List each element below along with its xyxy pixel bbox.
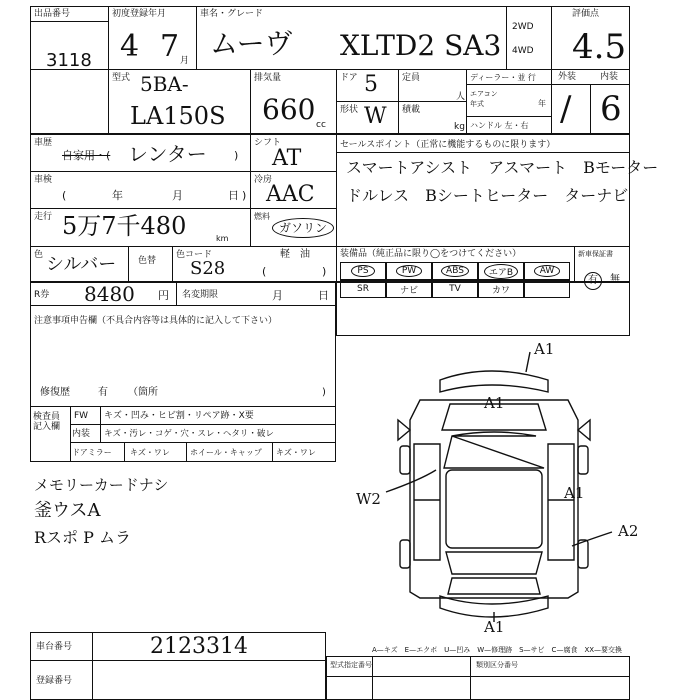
sales-points-label: セールスポイント（正常に機能するものに限ります） — [340, 140, 556, 150]
damage-a2-right: A2 — [618, 522, 639, 540]
plate-label: 登録番号 — [36, 676, 73, 686]
deadline-month-unit: 月 — [272, 289, 283, 302]
equip-airbag: エアB — [478, 262, 524, 280]
memo-line1: メモリーカードナシ — [34, 476, 169, 494]
usage-value-printed: 自家用・( — [62, 149, 111, 162]
registration-month-unit: 月 — [180, 56, 190, 66]
color-label: 色 — [34, 250, 44, 260]
chassis-label: 車台番号 — [36, 642, 73, 652]
color-change-label: 色替 — [138, 256, 157, 266]
score-value: 4.5 — [572, 27, 627, 67]
equip-tv: TV — [432, 280, 478, 298]
equip-aw: AW — [524, 262, 570, 280]
cooling-value: AAC — [266, 182, 315, 207]
model-designation-label: 型式指定番号 — [330, 661, 372, 669]
deadline-day-unit: 日 — [318, 289, 329, 302]
type-code-1: 5BA- — [140, 72, 189, 96]
damage-legend: A—キズ E—エクボ U—凹み W—修理跡 S—サビ C—腐食 XX—要交換 — [372, 646, 623, 654]
sales-points-line1: スマートアシスト アスマート Bモーター — [346, 158, 659, 177]
damage-a1-hood: A1 — [484, 394, 505, 412]
registration-label: 初度登録年月 — [112, 9, 167, 19]
mileage-value: 5万7千480 — [62, 212, 187, 240]
check-mirror-text: キズ・ワレ — [130, 448, 170, 457]
displacement-label: 排気量 — [254, 73, 282, 83]
damage-a1-bottom: A1 — [484, 618, 505, 636]
repair-value: 有 — [98, 387, 108, 398]
equip-navi: ナビ — [386, 280, 432, 298]
color-value: シルバー — [46, 254, 117, 275]
displacement-unit: cc — [316, 120, 326, 130]
displacement-value: 660 — [262, 93, 316, 126]
fuel-paren-close: ) — [322, 265, 327, 278]
check-interior-label: 内装 — [72, 429, 91, 439]
door-value: 5 — [364, 72, 378, 97]
equip-sr: SR — [340, 280, 386, 298]
capacity-label: 定員 — [402, 73, 421, 83]
mileage-label: 走行 — [34, 212, 53, 222]
shaken-month-unit: 月 — [172, 189, 183, 202]
recycle-unit: 円 — [158, 289, 169, 302]
dealer-label: ディーラー・並 行 — [470, 73, 536, 82]
repair-label: 修復歴 — [40, 387, 70, 398]
shaken-day-unit: 日 — [228, 189, 239, 202]
load-unit: kg — [454, 122, 465, 132]
door-label: ドア — [340, 73, 358, 83]
recycle-value: 8480 — [84, 282, 135, 306]
equip-leather: カワ — [478, 280, 524, 298]
check-fw-text: キズ・凹み・ヒビ割・リペア跡・X要 — [104, 411, 254, 421]
exterior-label: 外装 — [558, 72, 577, 82]
drive-4wd-label: 4WD — [512, 46, 534, 56]
class-number-label: 類別区分番号 — [476, 661, 518, 669]
equip-ps: PS — [340, 262, 386, 280]
check-interior-text: キズ・汚レ・コゲ・穴・スレ・ヘタリ・破レ — [104, 429, 274, 439]
check-mirror-label: ドアミラー — [72, 448, 112, 457]
exterior-score: / — [560, 89, 572, 129]
shaken-label: 車検 — [34, 175, 53, 185]
check-fw-label: FW — [74, 411, 89, 421]
repair-place: （箇所 — [128, 387, 158, 398]
interior-score: 6 — [600, 89, 622, 129]
usage-close: ) — [234, 149, 239, 162]
cooling-label: 冷房 — [254, 175, 273, 185]
new-car-warranty-label: 新車保証書 — [578, 250, 613, 258]
model-label: 車名・グレード — [200, 9, 264, 19]
ac-label: エアコン — [470, 90, 498, 98]
check-wheel-label: ホイール・キャップ — [190, 448, 262, 457]
usage-value-handwritten: レンター — [128, 142, 207, 166]
fuel-label: 燃料 — [254, 212, 270, 221]
repair-close: ) — [322, 387, 326, 398]
chassis-number: 2123314 — [150, 634, 248, 659]
damage-a1-front: A1 — [534, 340, 555, 358]
registration-month: 7 — [160, 29, 180, 64]
mileage-unit: km — [216, 234, 229, 243]
equipment-label: 装備品（純正品に限り◯をつけてください） — [340, 249, 522, 259]
equip-abs: ABS — [432, 262, 478, 280]
capacity-unit: 人 — [456, 92, 466, 102]
shape-label: 形状 — [340, 105, 359, 115]
drive-2wd-label: 2WD — [512, 22, 534, 32]
year-label: 年式 — [470, 100, 484, 108]
shaken-year-unit: 年 — [112, 189, 123, 202]
color-code-label: 色コード — [176, 250, 213, 260]
handle-label: ハンドル 左・右 — [470, 121, 529, 130]
warranty-yes: 有 — [584, 272, 602, 290]
damage-a1-right: A1 — [564, 484, 585, 502]
lot-label: 出品番号 — [34, 9, 71, 19]
registration-year: 4 — [120, 29, 140, 64]
inspector-label: 検査員記入欄 — [33, 412, 61, 432]
recycle-label: R券 — [34, 290, 50, 300]
fuel-sub: 軽 油 — [280, 249, 310, 260]
shift-value: AT — [272, 146, 302, 171]
usage-label: 車歴 — [34, 138, 53, 148]
shape-value: W — [364, 104, 387, 129]
check-wheel-text: キズ・ワレ — [276, 448, 316, 457]
sales-points-line2: ドルレス Bシートヒーター ターナビ — [346, 186, 629, 205]
damage-w2-left: W2 — [356, 490, 381, 508]
load-label: 積載 — [402, 105, 421, 115]
score-label: 評価点 — [572, 9, 600, 19]
fuel-value: ガソリン — [272, 218, 334, 238]
type-label: 型式 — [112, 73, 131, 83]
shift-label: シフト — [254, 138, 282, 148]
deadline-label: 名変期限 — [182, 290, 219, 300]
shaken-paren-close: ) — [242, 189, 247, 202]
color-code-value: S28 — [190, 258, 226, 279]
fuel-paren-open: ( — [262, 265, 267, 278]
year-unit: 年 — [538, 99, 546, 108]
notes-label: 注意事項申告欄（不具合内容等は具体的に記入して下さい） — [34, 316, 278, 326]
grade: XLTD2 SA3 — [340, 29, 502, 62]
memo-line2: 釜ウスA — [34, 500, 101, 521]
lot-number: 3118 — [46, 50, 92, 71]
model-name: ムーヴ — [210, 27, 293, 60]
memo-line3: Rスポ P ムラ — [34, 528, 131, 547]
type-code-2: LA150S — [130, 102, 226, 130]
interior-label: 内装 — [600, 72, 619, 82]
equip-pw: PW — [386, 262, 432, 280]
warranty-no: 無 — [610, 274, 620, 285]
shaken-paren-open: ( — [62, 189, 67, 202]
